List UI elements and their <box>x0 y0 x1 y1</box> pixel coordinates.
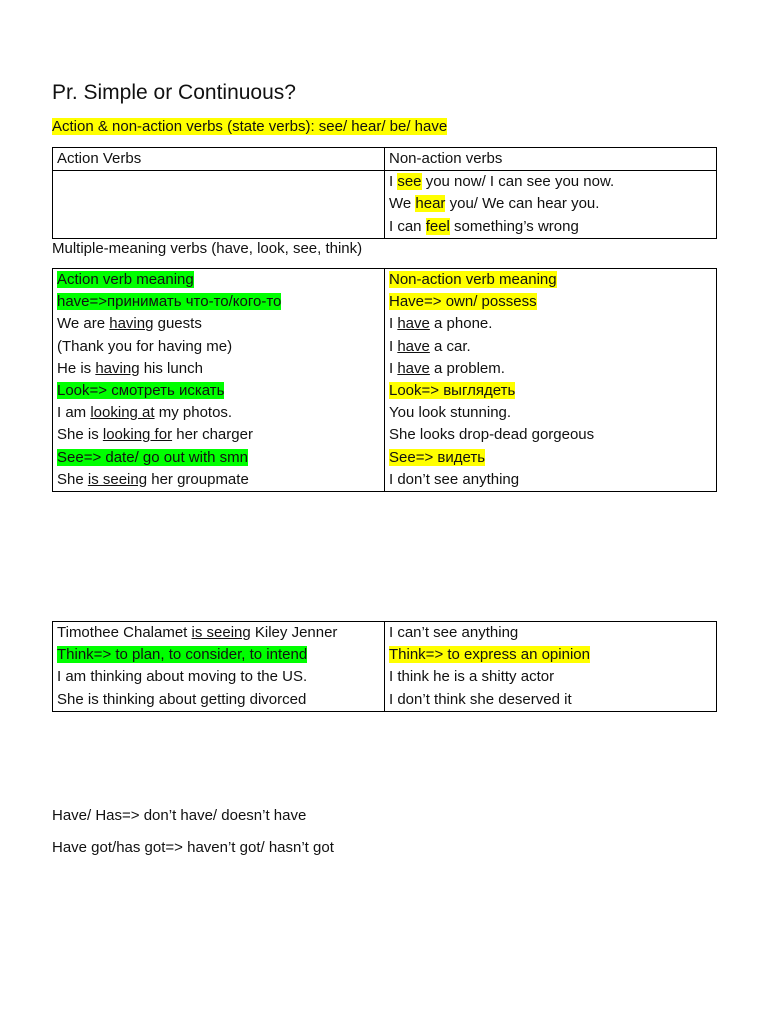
table-line: I don’t think she deserved it <box>389 690 572 708</box>
table-see-think <box>52 621 717 712</box>
header-action-verbs: Action Verbs <box>53 148 385 171</box>
highlighted-meaning: Think=> to express an opinion <box>389 646 590 664</box>
table-line: (Thank you for having me) <box>57 337 233 355</box>
table-line: Timothee Chalamet is seeing Kiley Jenner <box>57 624 338 641</box>
multiple-meaning-label: Multiple-meaning verbs (have, look, see, think) <box>52 240 363 257</box>
table-line: I have a phone. <box>389 315 493 333</box>
table-line: I can’t see anything <box>389 624 519 641</box>
example-line: I can feel something’s wrong <box>389 217 579 235</box>
header-non-action-verbs: Non-action verbs <box>385 148 717 171</box>
table-line <box>57 380 380 402</box>
table-multiple-meaning <box>52 268 717 492</box>
page-title: Pr. Simple or Continuous? <box>52 81 296 104</box>
highlighted-meaning: Have=> own/ possess <box>389 293 537 311</box>
table-line <box>389 644 712 666</box>
example-line: I see you now/ I can see you now. <box>389 173 615 191</box>
table-action-nonaction <box>52 147 717 239</box>
table-line: She is thinking about getting divorced <box>57 690 307 708</box>
table-line <box>389 269 712 291</box>
table-line: I don’t see anything <box>389 470 520 488</box>
underlined-verb: have <box>397 359 430 377</box>
table-line: We are having guests <box>57 315 202 333</box>
action-meaning-column <box>53 622 385 712</box>
subtitle-text: Action & non-action verbs (state verbs): see/ hear/ be/ have <box>52 118 448 135</box>
table-line: He is having his lunch <box>57 359 203 377</box>
table-line <box>57 644 380 666</box>
non-action-meaning-column <box>385 269 717 492</box>
table-line: You look stunning. <box>389 404 512 422</box>
table-line: I think he is a shitty actor <box>389 668 555 686</box>
highlighted-meaning: Action verb meaning <box>57 271 194 288</box>
example-line: We hear you/ We can hear you. <box>389 195 600 213</box>
highlighted-meaning: Non-action verb meaning <box>389 271 557 288</box>
table-line <box>57 269 380 291</box>
non-action-meaning-column <box>385 622 717 712</box>
table-line: She looks drop-dead gorgeous <box>389 426 595 444</box>
table-line: I am thinking about moving to the US. <box>57 668 308 686</box>
table-line: She is seeing her groupmate <box>57 470 249 488</box>
subtitle <box>52 117 447 137</box>
table-line <box>57 447 380 469</box>
underlined-verb: looking for <box>102 426 173 444</box>
table-line <box>389 447 712 469</box>
underlined-verb: having <box>109 315 154 333</box>
footer-line-have-has: Have/ Has=> don’t have/ doesn’t have <box>52 807 307 824</box>
table-line <box>57 291 380 313</box>
action-verbs-cell <box>53 171 385 239</box>
table-line: I have a car. <box>389 337 471 355</box>
table-line: I have a problem. <box>389 359 505 377</box>
highlighted-meaning: See=> date/ go out with smn <box>57 448 248 466</box>
table-line: I am looking at my photos. <box>57 404 233 422</box>
highlighted-meaning: See=> видеть <box>389 448 486 466</box>
underlined-verb: have <box>397 315 430 333</box>
highlighted-meaning: Think=> to plan, to consider, to intend <box>57 646 308 664</box>
action-meaning-column <box>53 269 385 492</box>
underlined-verb: have <box>397 337 430 355</box>
underlined-verb: is seeing <box>191 624 251 641</box>
underlined-verb: is seeing <box>87 470 148 488</box>
table-line: She is looking for her charger <box>57 426 253 444</box>
footer-line-have-got: Have got/has got=> haven’t got/ hasn’t got <box>52 839 334 856</box>
underlined-verb: having <box>95 359 140 377</box>
highlighted-meaning: Look=> выглядеть <box>389 381 516 399</box>
highlighted-meaning: have=>принимать что-то/кого-то <box>57 293 282 311</box>
table-line <box>389 380 712 402</box>
non-action-examples-cell <box>385 171 717 239</box>
highlighted-meaning: Look=> смотреть искать <box>57 381 225 399</box>
table-line <box>389 291 712 313</box>
underlined-verb: looking at <box>90 404 155 422</box>
